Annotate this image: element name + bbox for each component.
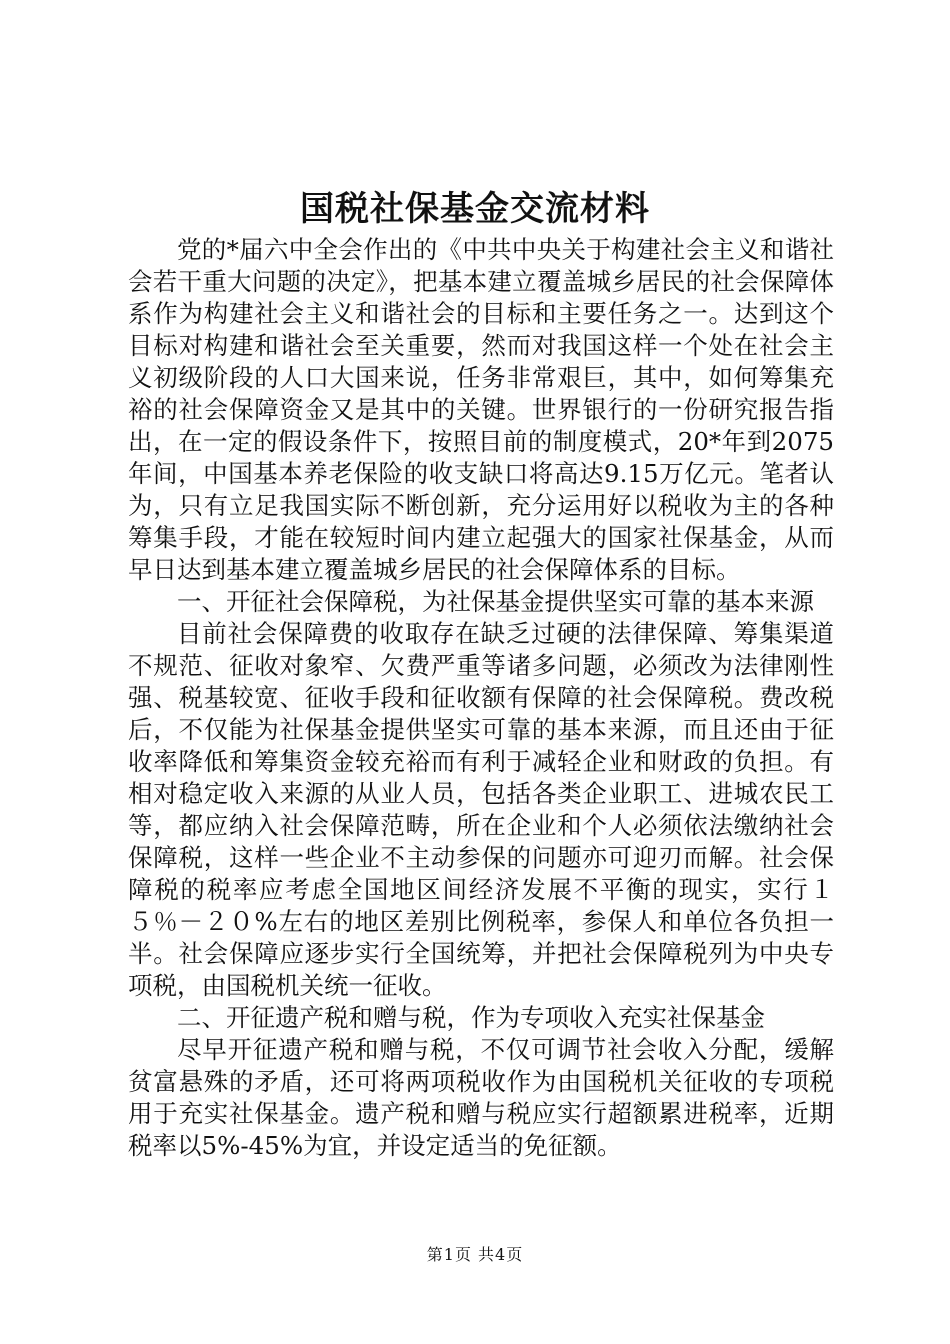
document-body xyxy=(128,234,834,1162)
intro-paragraph: 党的*届六中全会作出的《中共中央关于构建社会主义和谐社会若干重大问题的决定》，把基本建立覆盖城乡居民的社会保障体系作为构建社会主义和谐社会的目标和主要任务之一。达到这个目标对构建和谐社会至关重要，然而对我国这样一个处在社会主义初级阶段的人口大国来说，任务非常艰巨，其中，如何筹集充裕的社会保障资金又是其中的关键。世界银行的一份研究报告指出，在一定的假设条件下，按照目前的制度模式，20*年到2075年间，中国基本养老保险的收支缺口将高达9.15万亿元。笔者认为，只有立足我国实际不断创新，充分运用好以税收为主的各种筹集手段，才能在较短时间内建立起强大的国家社保基金，从而早日达到基本建立覆盖城乡居民的社会保障体系的目标。 xyxy=(128,235,834,584)
section-heading-2: 二、开征遗产税和赠与税，作为专项收入充实社保基金 xyxy=(177,1003,765,1032)
document-title: 国税社保基金交流材料 xyxy=(300,189,650,229)
section-heading-1: 一、开征社会保障税，为社保基金提供坚实可靠的基本来源 xyxy=(177,587,814,616)
section-2-paragraph: 尽早开征遗产税和赠与税，不仅可调节社会收入分配，缓解贫富悬殊的矛盾，还可将两项税收作为由国税机关征收的专项税用于充实社保基金。遗产税和赠与税应实行超额累进税率，近期税率以5%-45%为宜，并设定适当的免征额。 xyxy=(128,1035,834,1160)
page-footer: 第1页 共4页 xyxy=(426,1245,524,1264)
section-1-paragraph: 目前社会保障费的收取存在缺乏过硬的法律保障、筹集渠道不规范、征收对象窄、欠费严重等诸多问题，必须改为法律刚性强、税基较宽、征收手段和征收额有保障的社会保障税。费改税后，不仅能为社保基金提供坚实可靠的基本来源，而且还由于征收率降低和筹集资金较充裕而有利于减轻企业和财政的负担。有相对稳定收入来源的从业人员，包括各类企业职工、进城农民工等，都应纳入社会保障范畴，所在企业和个人必须依法缴纳社会保障税，这样一些企业不主动参保的问题亦可迎刃而解。社会保障税的税率应考虑全国地区间经济发展不平衡的现实，实行１５％－２０%左右的地区差别比例税率，参保人和单位各负担一半。社会保障应逐步实行全国统筹，并把社会保障税列为中央专项税，由国税机关统一征收。 xyxy=(128,619,834,1000)
